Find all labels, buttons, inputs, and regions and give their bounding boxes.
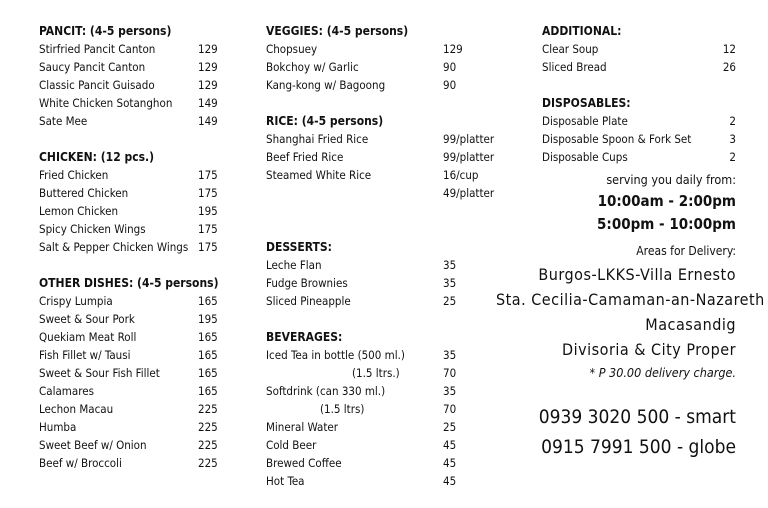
menu-item-name: Fudge Brownies (266, 276, 348, 290)
menu-column-left (39, 22, 224, 490)
menu-item-name: Disposable Cups (542, 150, 628, 164)
menu-item-name: Sate Mee (39, 114, 88, 128)
menu-item (39, 382, 224, 400)
menu-item (266, 400, 516, 418)
menu-item-name: Lemon Chicken (39, 204, 119, 218)
delivery-area: Burgos-LKKS-Villa Ernesto (538, 265, 736, 284)
menu-item-name: Cold Beer (266, 438, 317, 452)
menu-item-name: Iced Tea in bottle (500 ml.) (266, 348, 405, 362)
menu-item-name: Softdrink (can 330 ml.) (266, 384, 386, 398)
menu-item (266, 166, 516, 184)
menu-item (39, 184, 224, 202)
menu-item (39, 436, 224, 454)
section-chicken (39, 148, 224, 256)
menu-item (266, 274, 516, 292)
menu-item-price: 35 (443, 276, 457, 290)
menu-item (39, 40, 224, 58)
menu-item (39, 310, 224, 328)
menu-item (39, 400, 224, 418)
menu-item-price: 99/platter (443, 132, 495, 146)
menu-item-price: 70 (443, 366, 457, 380)
menu-item (266, 256, 516, 274)
section-heading: CHICKEN: (12 pcs.) (39, 150, 155, 164)
menu-list (542, 112, 736, 166)
menu-item-name: Humba (39, 420, 77, 434)
menu-column-middle (266, 22, 516, 508)
menu-item (266, 436, 516, 454)
section-heading: DESSERTS: (266, 240, 332, 254)
delivery-area: Sta. Cecilia-Camaman-an-Nazareth (496, 290, 765, 309)
menu-item (39, 328, 224, 346)
menu-item-price: 149 (198, 96, 218, 110)
serving-text: serving you daily from: (606, 172, 736, 187)
menu-item-price: 45 (443, 438, 457, 452)
menu-item-name: White Chicken Sotanghon (39, 96, 173, 110)
menu-item (39, 292, 224, 310)
menu-item (266, 184, 516, 202)
menu-item-price: 2 (729, 114, 736, 128)
menu-list (266, 418, 516, 490)
menu-item-name: Spicy Chicken Wings (39, 222, 146, 236)
section-disposables (496, 94, 736, 166)
menu-item-name: Stirfried Pancit Canton (39, 42, 156, 56)
menu-list (266, 40, 516, 94)
menu-item-price: 195 (198, 204, 218, 218)
menu-item-name: Saucy Pancit Canton (39, 60, 146, 74)
menu-item (266, 130, 516, 148)
menu-item-name: Salt & Pepper Chicken Wings (39, 240, 189, 254)
menu-item-name: Sliced Bread (542, 60, 607, 74)
menu-item-price: 195 (198, 312, 218, 326)
menu-item-price: 35 (443, 348, 457, 362)
menu-item (39, 76, 224, 94)
menu-item-price: 99/platter (443, 150, 495, 164)
menu-list (39, 40, 224, 130)
menu-item-name: Buttered Chicken (39, 186, 129, 200)
menu-item-name: Leche Flan (266, 258, 322, 272)
menu-item (39, 94, 224, 112)
menu-item-name: Brewed Coffee (266, 456, 342, 470)
menu-item (39, 202, 224, 220)
menu-item (266, 472, 516, 490)
menu-item (542, 40, 736, 58)
menu-item-name: Sweet & Sour Fish Fillet (39, 366, 160, 380)
menu-item-price: 129 (198, 42, 218, 56)
menu-item-price: 35 (443, 258, 457, 272)
menu-item (39, 166, 224, 184)
menu-item-price: 165 (198, 330, 218, 344)
info-block (496, 170, 765, 462)
menu-item-name: Shanghai Fried Rice (266, 132, 369, 146)
section-heading: DISPOSABLES: (542, 96, 631, 110)
menu-item-name: Mineral Water (266, 420, 338, 434)
menu-item-price: 149 (198, 114, 218, 128)
delivery-area: Macasandig (645, 315, 736, 334)
delivery-areas-title: Areas for Delivery: (636, 244, 736, 258)
menu-item (266, 58, 516, 76)
menu-item (266, 418, 516, 436)
menu-item-price: 90 (443, 78, 457, 92)
phone-numbers (496, 402, 736, 462)
menu-item-price: 165 (198, 366, 218, 380)
menu-item-name: Clear Soup (542, 42, 599, 56)
section-additional (496, 22, 736, 76)
menu-item-name: Quekiam Meat Roll (39, 330, 137, 344)
menu-item-name: Kang-kong w/ Bagoong (266, 78, 386, 92)
menu-list (266, 256, 516, 310)
menu-item-price: 25 (443, 420, 457, 434)
menu-item-name: Hot Tea (266, 474, 305, 488)
menu-item-name: Fish Fillet w/ Tausi (39, 348, 131, 362)
menu-item (39, 346, 224, 364)
menu-item-name: Lechon Macau (39, 402, 114, 416)
hours-lunch: 10:00am - 2:00pm (597, 192, 736, 210)
menu-item (39, 418, 224, 436)
menu-item-name: Sweet & Sour Pork (39, 312, 135, 326)
menu-item-price: 16/cup (443, 168, 479, 182)
menu-item (266, 346, 516, 364)
menu-item-price: 49/platter (443, 186, 495, 200)
menu-item-price: 175 (198, 240, 218, 254)
menu-item-price: 175 (198, 222, 218, 236)
menu-item-price: 165 (198, 384, 218, 398)
menu-item-price: 3 (729, 132, 736, 146)
menu-item-price: 129 (198, 78, 218, 92)
section-desserts (266, 238, 516, 310)
section-other-dishes (39, 274, 224, 472)
menu-item-price: 25 (443, 294, 457, 308)
menu-item (39, 112, 224, 130)
menu-item-price: 225 (198, 420, 218, 434)
menu-item (39, 454, 224, 472)
menu-item-price: 129 (443, 42, 463, 56)
section-rice (266, 112, 516, 202)
menu-item-name: Calamares (39, 384, 94, 398)
menu-list (39, 292, 224, 472)
hours-dinner: 5:00pm - 10:00pm (597, 215, 736, 233)
menu-item (266, 148, 516, 166)
menu-item-price: 175 (198, 168, 218, 182)
menu-item-price: 45 (443, 474, 457, 488)
menu-item-name: Disposable Plate (542, 114, 628, 128)
menu-item-price: 165 (198, 294, 218, 308)
menu-item (39, 238, 224, 256)
delivery-area: Divisoria & City Proper (562, 340, 736, 359)
menu-item-name: (1.5 ltrs.) (352, 366, 400, 380)
section-heading: BEVERAGES: (266, 330, 343, 344)
menu-item-name: Beef w/ Broccoli (39, 456, 122, 470)
menu-item (542, 130, 736, 148)
phone-smart: 0939 3020 500 - smart (538, 406, 736, 428)
menu-item-price: 45 (443, 456, 457, 470)
menu-item-price: 35 (443, 384, 457, 398)
delivery-charge-note: * P 30.00 delivery charge. (589, 365, 736, 380)
menu-item-name: Classic Pancit Guisado (39, 78, 155, 92)
menu-item-price: 70 (443, 402, 457, 416)
menu-item-price: 225 (198, 456, 218, 470)
menu-item (266, 76, 516, 94)
menu-item-name: Beef Fried Rice (266, 150, 344, 164)
menu-item (542, 58, 736, 76)
menu-item (39, 58, 224, 76)
menu-item (266, 364, 516, 382)
menu-item-price: 12 (722, 42, 736, 56)
menu-item-price: 225 (198, 438, 218, 452)
menu-item-price: 2 (729, 150, 736, 164)
menu-item-name: Chopsuey (266, 42, 318, 56)
menu-item-name: Crispy Lumpia (39, 294, 113, 308)
section-heading: ADDITIONAL: (542, 24, 622, 38)
menu-item (542, 148, 736, 166)
section-heading: VEGGIES: (4-5 persons) (266, 24, 409, 38)
menu-item-price: 26 (722, 60, 736, 74)
menu-column-right (496, 22, 765, 462)
section-pancit (39, 22, 224, 130)
menu-item-name: (1.5 ltrs) (320, 402, 365, 416)
section-veggies (266, 22, 516, 94)
menu-list (39, 166, 224, 256)
menu-item-name: Sweet Beef w/ Onion (39, 438, 147, 452)
menu-item (266, 292, 516, 310)
menu-list (542, 40, 736, 76)
menu-item-name: Steamed White Rice (266, 168, 372, 182)
menu-item (542, 112, 736, 130)
section-beverages (266, 328, 516, 490)
menu-item-price: 90 (443, 60, 457, 74)
menu-item (266, 382, 516, 400)
menu-item-name: Bokchoy w/ Garlic (266, 60, 359, 74)
section-heading: OTHER DISHES: (4-5 persons) (39, 276, 219, 290)
section-heading: PANCIT: (4-5 persons) (39, 24, 172, 38)
menu-item-price: 175 (198, 186, 218, 200)
menu-item-name: Fried Chicken (39, 168, 109, 182)
menu-item-price: 225 (198, 402, 218, 416)
menu-item (39, 364, 224, 382)
menu-item-price: 165 (198, 348, 218, 362)
menu-item-name: Sliced Pineapple (266, 294, 351, 308)
menu-item (266, 40, 516, 58)
menu-item-name (266, 184, 443, 202)
phone-globe: 0915 7991 500 - globe (541, 436, 736, 458)
section-heading: RICE: (4-5 persons) (266, 114, 384, 128)
menu-item-name: Disposable Spoon & Fork Set (542, 132, 692, 146)
menu-item (266, 454, 516, 472)
menu-list (266, 130, 516, 184)
menu-item (39, 220, 224, 238)
menu-item-price: 129 (198, 60, 218, 74)
